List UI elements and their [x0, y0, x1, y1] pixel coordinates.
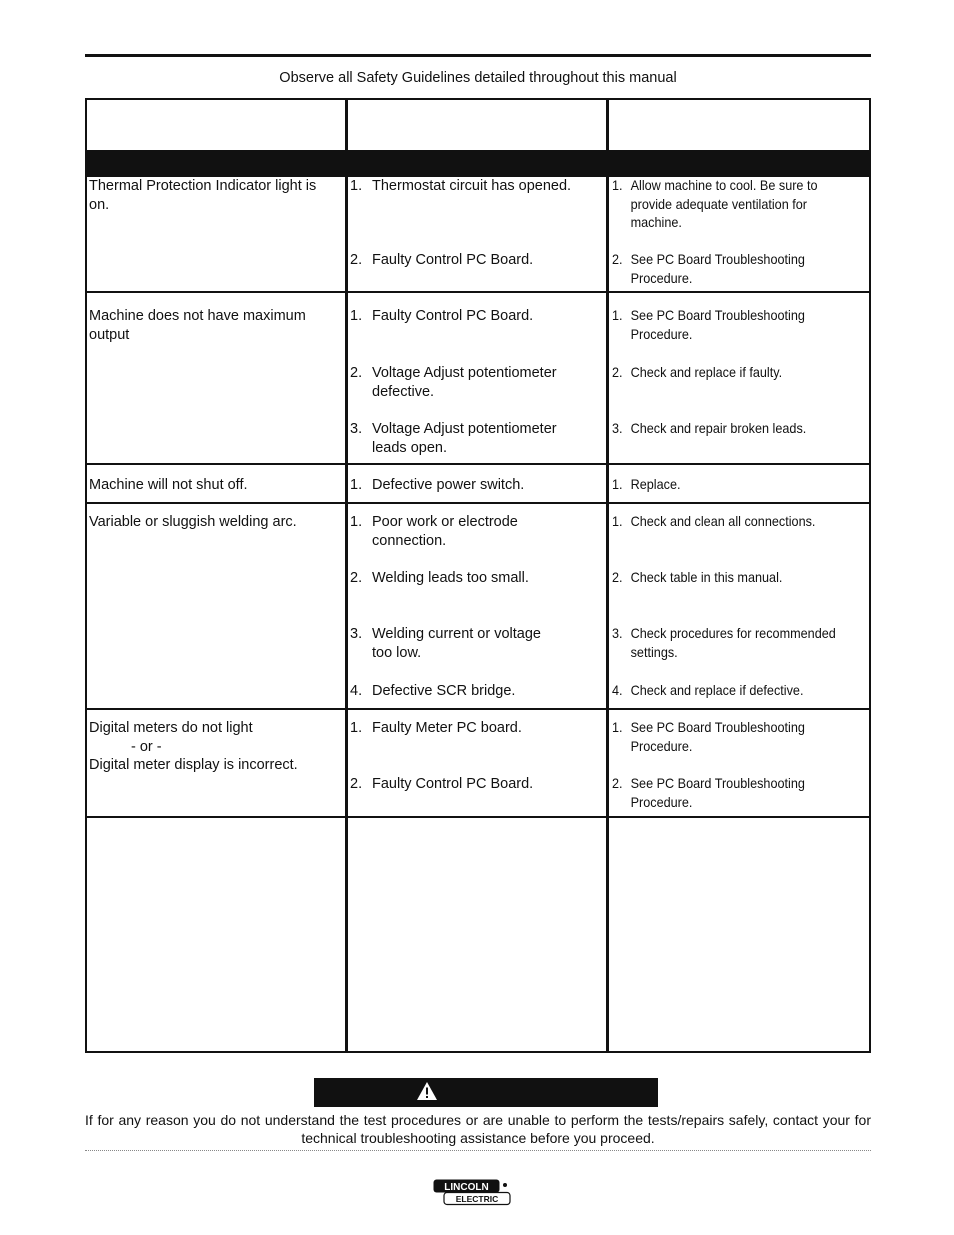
action-text: machine. [630, 215, 682, 230]
symptom-cell [89, 513, 341, 532]
row-divider [85, 291, 871, 293]
row-divider [85, 502, 871, 504]
cause-item [350, 251, 600, 270]
cause-item [350, 177, 600, 196]
cause-item [350, 307, 600, 326]
cause-text: too low. [372, 644, 422, 661]
cause-item [350, 625, 600, 662]
logo-bottom-text: ELECTRIC [455, 1194, 499, 1204]
cause-text: Faulty Meter PC board. [372, 720, 522, 736]
action-text: See PC Board Troubleshooting [630, 308, 805, 323]
table-section-band [85, 150, 871, 177]
action-item [612, 569, 848, 588]
cause-text: connection. [372, 532, 447, 549]
cause-item [350, 476, 600, 495]
cause-text: Faulty Control PC Board. [372, 776, 534, 792]
cause-item [350, 513, 600, 550]
item-number: 1. [612, 308, 623, 323]
action-item [612, 775, 848, 812]
cause-text: Poor work or electrode [372, 514, 518, 530]
row-divider [85, 463, 871, 465]
action-text: Replace. [630, 477, 681, 492]
symptom-text: - or - [131, 738, 162, 755]
logo-top-text: LINCOLN [444, 1182, 489, 1193]
item-number: 1. [612, 477, 623, 492]
cause-item [350, 420, 600, 457]
cause-text: Faulty Control PC Board. [372, 308, 534, 324]
row-divider [85, 816, 871, 818]
action-item [612, 364, 848, 383]
item-number: 4. [612, 683, 623, 698]
action-text: Check and replace if defective. [630, 683, 804, 698]
symptom-text: Digital meters do not light [89, 720, 253, 736]
cause-text: Voltage Adjust potentiometer [372, 421, 557, 437]
action-text: Check table in this manual. [630, 570, 783, 585]
cause-item [350, 682, 600, 701]
action-text: See PC Board Troubleshooting [630, 720, 805, 735]
lincoln-electric-logo [433, 1179, 511, 1207]
column-divider-1 [345, 98, 348, 1053]
cause-text: Faulty Control PC Board. [372, 252, 534, 268]
item-number: 1. [350, 308, 363, 324]
action-text: Check and clean all connections. [630, 514, 816, 529]
action-item [612, 625, 848, 662]
caution-text-line: If for any reason you do not understand the test procedures or are unable to perform the tests/repairs safely, contact your [85, 1112, 850, 1128]
action-item [612, 513, 848, 532]
action-text: See PC Board Troubleshooting [630, 776, 805, 791]
cause-text: Defective SCR bridge. [372, 683, 516, 699]
action-item [612, 177, 848, 233]
action-text: Procedure. [630, 326, 693, 342]
cause-item [350, 364, 600, 401]
cause-text: leads open. [372, 439, 447, 456]
cause-text: Welding current or voltage [372, 626, 541, 642]
caution-banner [314, 1078, 658, 1107]
item-number: 3. [350, 421, 363, 437]
cause-text: defective. [372, 383, 435, 400]
action-item [612, 307, 848, 344]
symptom-text: Machine will not shut off. [89, 477, 248, 493]
item-number: 2. [350, 365, 363, 381]
item-number: 4. [350, 683, 363, 699]
item-number: 1. [612, 178, 623, 193]
symptom-cell [89, 719, 341, 775]
action-item [612, 682, 848, 701]
action-item [612, 719, 848, 756]
action-text: Check procedures for recommended [630, 626, 836, 641]
item-number: 3. [612, 626, 623, 641]
item-number: 3. [612, 421, 623, 436]
cause-item [350, 719, 600, 738]
item-number: 1. [350, 477, 363, 493]
cause-text: Voltage Adjust potentiometer [372, 365, 557, 381]
item-number: 1. [612, 514, 623, 529]
cause-text: Welding leads too small. [372, 570, 529, 586]
action-text: Check and replace if faulty. [630, 365, 783, 380]
symptom-text: Digital meter display is incorrect. [89, 757, 298, 773]
column-divider-2 [606, 98, 609, 1053]
action-text: Procedure. [630, 270, 693, 286]
item-number: 1. [612, 720, 623, 735]
caution-text [85, 1111, 871, 1147]
action-text: settings. [630, 644, 678, 660]
row-divider [85, 708, 871, 710]
item-number: 2. [350, 252, 363, 268]
symptom-text: Machine does not have maximum [89, 308, 306, 324]
action-item [612, 476, 848, 495]
item-number: 2. [612, 365, 623, 380]
action-text: Procedure. [630, 738, 693, 754]
item-number: 3. [350, 626, 363, 642]
action-text: Procedure. [630, 794, 693, 810]
symptom-text: on. [89, 196, 110, 213]
symptom-cell [89, 476, 341, 495]
action-item [612, 420, 848, 439]
item-number: 2. [350, 776, 363, 792]
action-text: provide adequate ventilation for [630, 196, 808, 212]
safety-guidelines-note: Observe all Safety Guidelines detailed throughout this manual [279, 70, 677, 86]
cause-item [350, 775, 600, 794]
action-item [612, 251, 848, 288]
cause-item [350, 569, 600, 588]
symptom-text: Thermal Protection Indicator light is [89, 178, 317, 194]
action-text: See PC Board Troubleshooting [630, 252, 805, 267]
item-number: 1. [350, 720, 363, 736]
item-number: 2. [612, 776, 623, 791]
warning-triangle-icon [416, 1081, 438, 1101]
action-text: Check and repair broken leads. [630, 421, 807, 436]
action-text: Allow machine to cool. Be sure to [630, 178, 818, 193]
item-number: 2. [612, 252, 623, 267]
cause-text: Thermostat circuit has opened. [372, 178, 572, 194]
symptom-cell [89, 177, 341, 214]
item-number: 2. [350, 570, 363, 586]
top-rule [85, 54, 871, 57]
item-number: 2. [612, 570, 623, 585]
caution-text-line: for technical troubleshooting assistance before you proceed. [301, 1112, 871, 1146]
cause-text: Defective power switch. [372, 477, 525, 493]
symptom-cell [89, 307, 341, 344]
symptom-text: Variable or sluggish welding arc. [89, 514, 297, 530]
item-number: 1. [350, 514, 363, 530]
item-number: 1. [350, 178, 363, 194]
symptom-text: output [89, 326, 130, 343]
footer-divider [85, 1150, 871, 1151]
